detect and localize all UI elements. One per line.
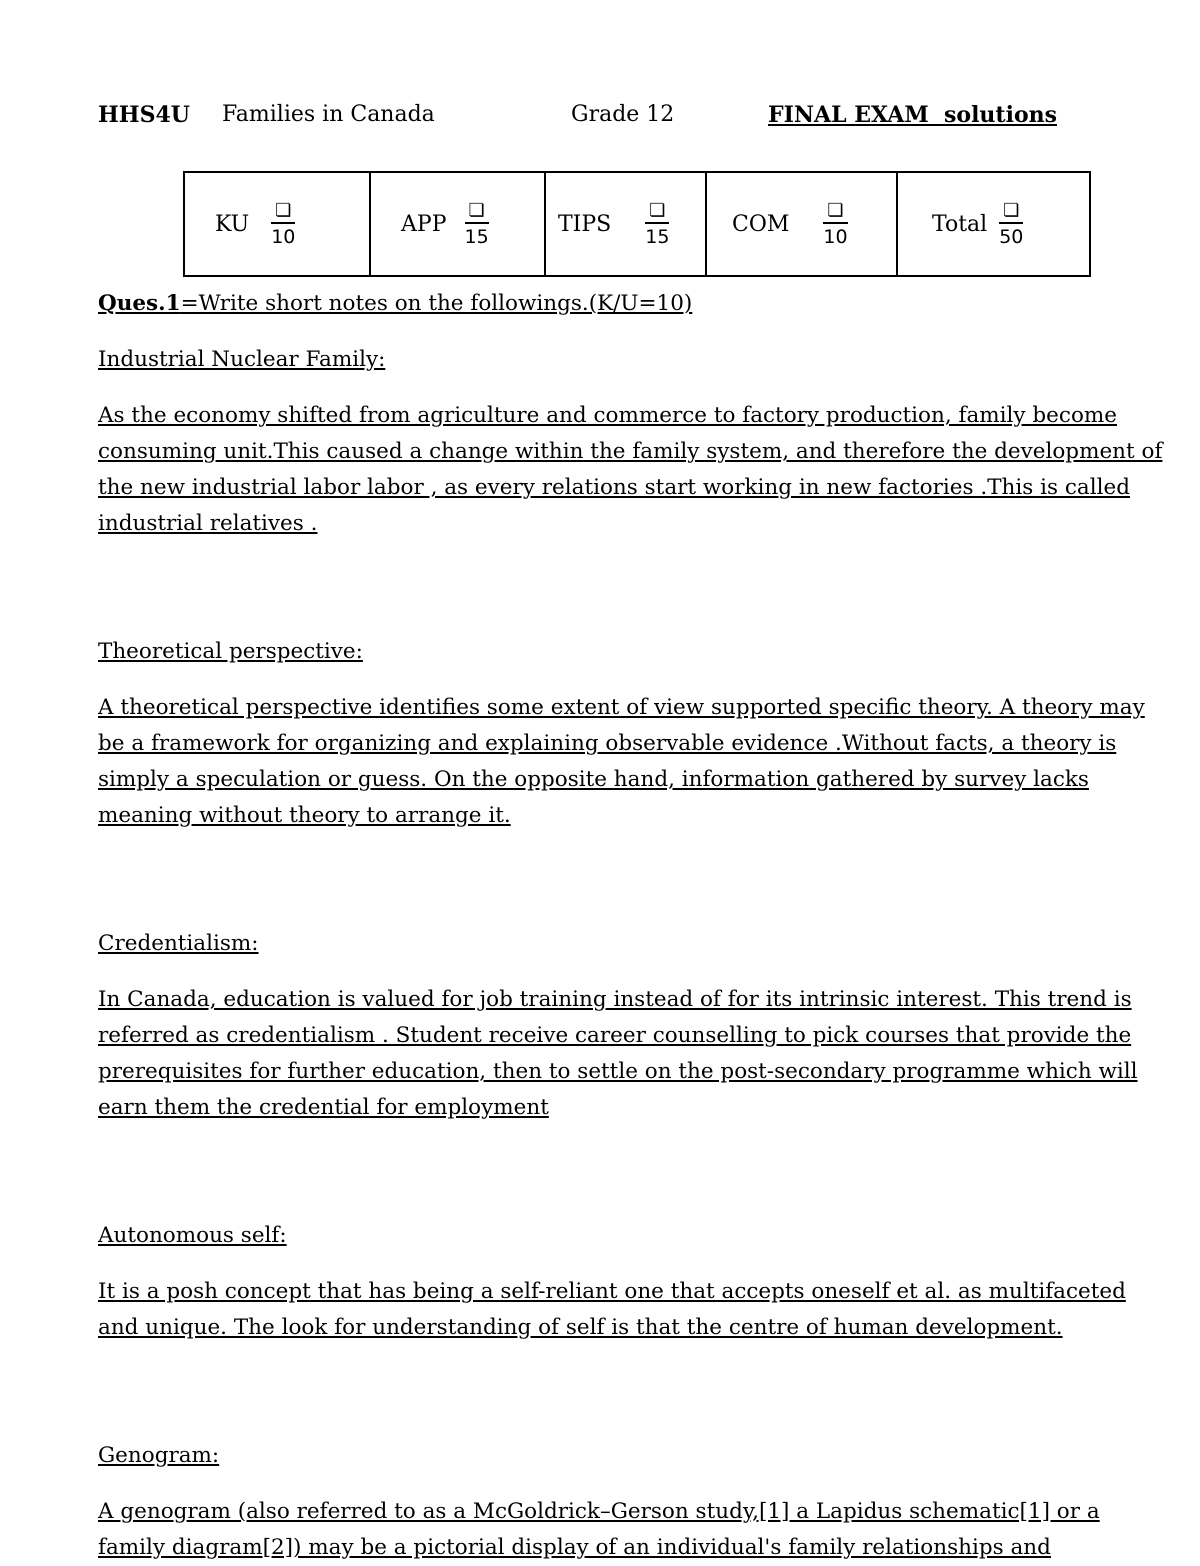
score-out-of: 10 xyxy=(823,225,848,248)
exam-title: FINAL EXAM solutions xyxy=(768,102,1057,128)
score-out-of: 15 xyxy=(645,225,670,248)
note-text: As the economy shifted from agriculture and commerce to factory production, family become consuming unit.This caused a change within the family system, and therefore the development of the new industrial labor labor , as every relations start working in new factories .This is called industrial relatives . xyxy=(98,403,1163,536)
spacer xyxy=(98,542,1168,634)
question-heading xyxy=(98,286,1168,322)
score-table xyxy=(183,171,1091,277)
note-term: Theoretical perspective: xyxy=(98,639,363,664)
spacer xyxy=(98,834,1168,926)
note-term: Autonomous self: xyxy=(98,1223,287,1248)
note-term: Credentialism: xyxy=(98,931,259,956)
score-label: APP xyxy=(401,211,447,237)
course-name: Families in Canada xyxy=(222,102,435,127)
score-label: TIPS xyxy=(558,211,612,237)
note-term: Industrial Nuclear Family: xyxy=(98,347,386,372)
score-out-of: 50 xyxy=(999,225,1024,248)
score-label: KU xyxy=(215,211,250,237)
score-cell-tips xyxy=(545,172,706,276)
score-out-of: 15 xyxy=(464,225,489,248)
score-fraction xyxy=(271,201,295,248)
spacer xyxy=(98,1126,1168,1218)
checkbox-icon: ❏ xyxy=(823,201,847,224)
score-fraction xyxy=(645,201,669,248)
question-prompt: =Write short notes on the followings.(K/U=10) xyxy=(180,291,693,316)
score-cell-ku xyxy=(184,172,370,276)
course-code: HHS4U xyxy=(98,102,190,128)
score-fraction xyxy=(823,201,847,248)
spacer xyxy=(98,1346,1168,1438)
checkbox-icon: ❏ xyxy=(465,201,489,224)
checkbox-icon: ❏ xyxy=(271,201,295,224)
score-fraction xyxy=(465,201,489,248)
checkbox-icon: ❏ xyxy=(645,201,669,224)
score-row xyxy=(184,172,1090,276)
question-number: Ques.1 xyxy=(98,291,181,316)
score-out-of: 10 xyxy=(271,225,296,248)
checkbox-icon: ❏ xyxy=(999,201,1023,224)
score-cell-com xyxy=(706,172,897,276)
grade-level: Grade 12 xyxy=(571,102,675,127)
note-term: Genogram: xyxy=(98,1443,220,1468)
score-label: COM xyxy=(732,211,790,237)
note-text: It is a posh concept that has being a self-reliant one that accepts oneself et al. as multifaceted and unique. The look for understanding of self is that the centre of human development. xyxy=(98,1279,1126,1340)
score-cell-app xyxy=(370,172,545,276)
score-fraction xyxy=(999,201,1023,248)
note-text: A theoretical perspective identifies some extent of view supported specific theory. A theory may be a framework for organizing and explaining observable evidence .Without facts, a theory is simply a speculation or guess. On the opposite hand, information gathered by survey lacks meaning without theory to arrange it. xyxy=(98,695,1145,828)
note-text: In Canada, education is valued for job training instead of for its intrinsic interest. This trend is referred as credentialism . Student receive career counselling to pick courses that provide the prerequisites for further education, then to settle on the post-secondary programme which will earn them the credential for employment xyxy=(98,987,1138,1120)
answer-content xyxy=(98,286,1168,1566)
note-text: A genogram (also referred to as a McGoldrick–Gerson study,[1] a Lapidus schematic[1] or a family diagram[2]) may be a pictorial display of an individual's family relationships and xyxy=(98,1499,1100,1560)
score-cell-total xyxy=(897,172,1090,276)
score-label: Total xyxy=(932,211,988,237)
